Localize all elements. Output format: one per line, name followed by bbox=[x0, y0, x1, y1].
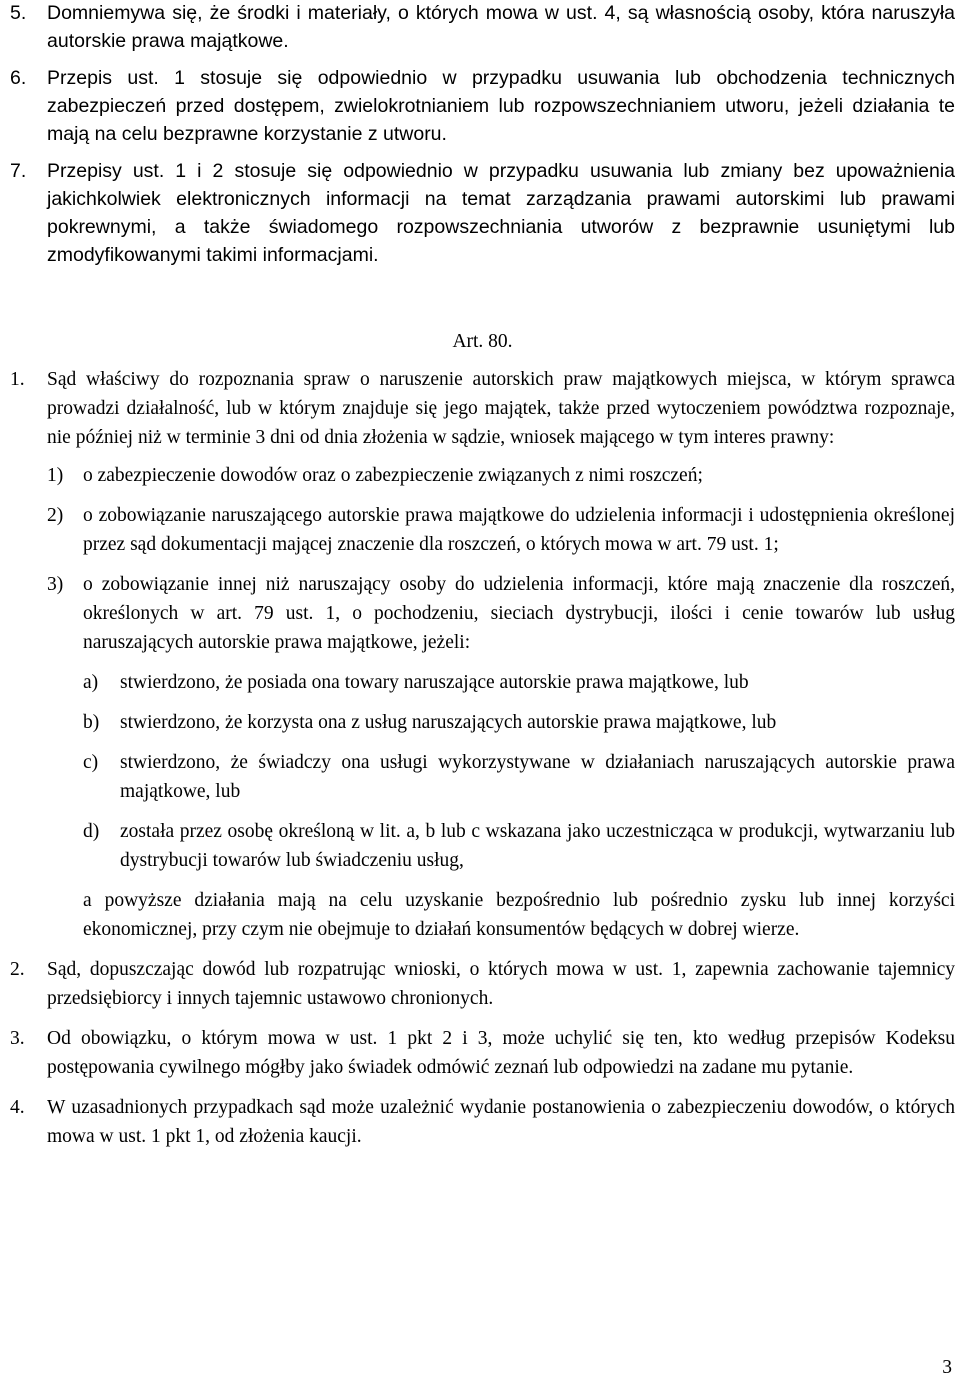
paragraph-number: 1. bbox=[10, 369, 25, 390]
paragraph-4 bbox=[10, 1093, 955, 1151]
paragraph-number: 2. bbox=[10, 959, 25, 980]
paragraph-number: 3. bbox=[10, 1028, 25, 1049]
paragraph-text: Sąd właściwy do rozpoznania spraw o naruszenie autorskich praw majątkowych miejsca, w którym sprawca prowadzi działalność, lub w którym znajduje się jego majątek, także przed wytoczeniem powództwa rozpoznaje, nie później niż w terminie 3 dni od dnia złożenia w sądzie, wniosek mającego w tym interes prawny: bbox=[47, 369, 955, 448]
paragraph-number: 7. bbox=[10, 160, 27, 182]
letter-label: d) bbox=[83, 821, 100, 842]
letter-text: została przez osobę określoną w lit. a, b lub c wskazana jako uczestnicząca w produkcji, wytwarzaniu lub dystrybucji towarów lub świadczeniu usług, bbox=[120, 821, 955, 871]
letter-text: stwierdzono, że świadczy ona usługi wykorzystywane w działaniach naruszających autorskie prawa majątkowe, lub bbox=[120, 752, 955, 802]
paragraph-6 bbox=[10, 64, 955, 148]
letter-label: c) bbox=[83, 752, 99, 773]
point-text: o zobowiązanie innej niż naruszający osoby do udzielenia informacji, które mają znaczenie dla roszczeń, określonych w art. 79 ust. 1, o pochodzeniu, sieciach dystrybucji, ilości i cenie towarów lub usług naruszających autorskie prawa majątkowe, jeżeli: bbox=[83, 574, 955, 653]
paragraph-5 bbox=[10, 0, 955, 55]
point-number: 1) bbox=[47, 465, 64, 486]
article-title: Art. 80. bbox=[452, 331, 513, 352]
point-number: 3) bbox=[47, 574, 64, 595]
paragraph-number: 6. bbox=[10, 67, 27, 89]
paragraph-number: 4. bbox=[10, 1097, 25, 1118]
point-3 bbox=[47, 570, 955, 657]
point-text: o zobowiązanie naruszającego autorskie prawa majątkowe do udzielenia informacji i udostępnienia określonej przez sąd dokumentacji mającej znaczenie dla roszczeń, o których mowa w art. 79 ust. 1; bbox=[83, 505, 955, 555]
letter-label: b) bbox=[83, 712, 100, 733]
letter-d bbox=[83, 817, 955, 875]
letter-text: stwierdzono, że posiada ona towary naruszające autorskie prawa majątkowe, lub bbox=[120, 672, 749, 693]
paragraph-text: Przepisy ust. 1 i 2 stosuje się odpowiednio w przypadku usuwania lub zmiany bez upoważnienia jakichkolwiek elektronicznych informacji na temat zarządzania prawami autorskimi lub prawami pokrewnymi, a także świadomego rozpowszechniania utworów z bezprawnie usuniętymi lub zmodyfikowanymi takimi informacjami. bbox=[47, 160, 955, 266]
letter-text: stwierdzono, że korzysta ona z usług naruszających autorskie prawa majątkowe, lub bbox=[120, 712, 777, 733]
point-3-continuation bbox=[83, 886, 955, 944]
paragraph-text: Od obowiązku, o którym mowa w ust. 1 pkt 2 i 3, może uchylić się ten, kto według przepisów Kodeksu postępowania cywilnego mógłby jako świadek odmówić zeznań lub odpowiedzi na zadane mu pytanie. bbox=[47, 1028, 955, 1078]
paragraph-text: Przepis ust. 1 stosuje się odpowiednio w przypadku usuwania lub obchodzenia technicznych zabezpieczeń przed dostępem, zwielokrotnianiem lub rozpowszechnianiem utworu, jeżeli działania te mają na celu bezprawne korzystanie z utworu. bbox=[47, 67, 955, 145]
continuation-text: a powyższe działania mają na celu uzyskanie bezpośrednio lub pośrednio zysku lub innej korzyści ekonomicznej, przy czym nie obejmuje to działań konsumentów będących w dobrej wierze. bbox=[83, 890, 955, 940]
page-number: 3 bbox=[942, 1357, 952, 1378]
letter-c bbox=[83, 748, 955, 806]
point-number: 2) bbox=[47, 505, 64, 526]
paragraph-7 bbox=[10, 157, 955, 269]
letter-label: a) bbox=[83, 672, 99, 693]
article-80-body bbox=[10, 365, 955, 1151]
paragraph-text: Domniemywa się, że środki i materiały, o których mowa w ust. 4, są własnością osoby, która naruszyła autorskie prawa majątkowe. bbox=[47, 2, 955, 52]
paragraph-number: 5. bbox=[10, 2, 27, 24]
paragraph-1 bbox=[10, 365, 955, 452]
paragraph-text: Sąd, dopuszczając dowód lub rozpatrując wnioski, o których mowa w ust. 1, zapewnia zachowanie tajemnicy przedsiębiorcy i innych tajemnic ustawowo chronionych. bbox=[47, 959, 955, 1009]
point-1 bbox=[47, 461, 955, 490]
article-79-tail bbox=[10, 0, 955, 269]
paragraph-3 bbox=[10, 1024, 955, 1082]
letter-b bbox=[83, 708, 955, 737]
paragraph-text: W uzasadnionych przypadkach sąd może uzależnić wydanie postanowienia o zabezpieczeniu dowodów, o których mowa w ust. 1 pkt 1, od złożenia kaucji. bbox=[47, 1097, 955, 1147]
paragraph-2 bbox=[10, 955, 955, 1013]
point-text: o zabezpieczenie dowodów oraz o zabezpieczenie związanych z nimi roszczeń; bbox=[83, 465, 703, 486]
point-2 bbox=[47, 501, 955, 559]
letter-a bbox=[83, 668, 955, 697]
